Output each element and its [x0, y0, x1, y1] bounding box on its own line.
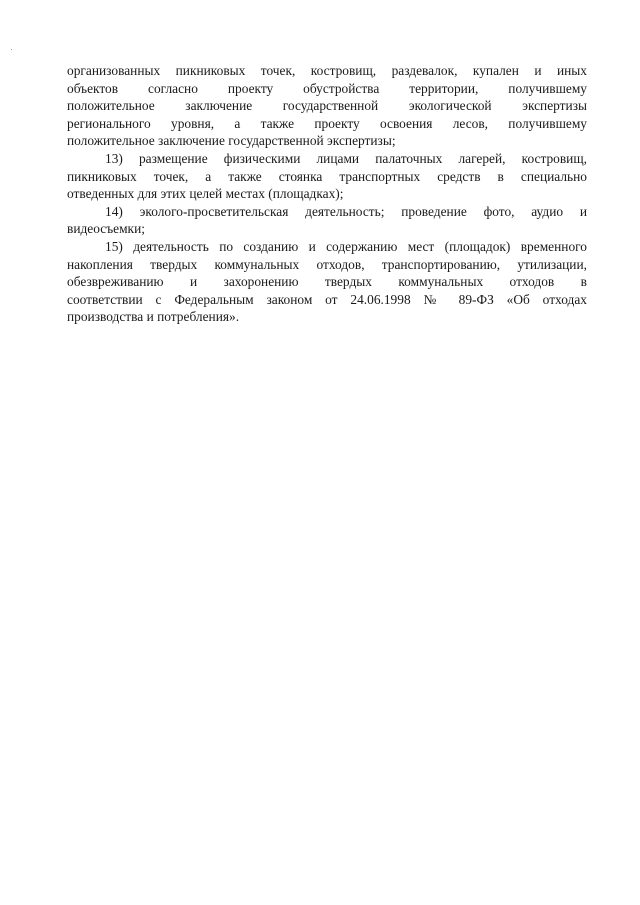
text-line: обезвреживанию и захоронению твердых коммунальных отходов в	[67, 274, 587, 290]
text-line: положительное заключение государственной экологической экспертизы	[67, 98, 587, 114]
text-line: объектов согласно проекту обустройства территории, получившему	[67, 80, 587, 96]
document-body	[67, 62, 587, 326]
text-line: накопления твердых коммунальных отходов, транспортированию, утилизации,	[67, 256, 587, 272]
paragraph-continuation	[67, 62, 587, 150]
text-line: видеосъемки;	[67, 221, 145, 237]
text-line: положительное заключение государственной экспертизы;	[67, 133, 396, 149]
text-line: 15) деятельность по созданию и содержанию мест (площадок) временного	[105, 238, 587, 254]
text-line: соответствии с Федеральным законом от 24.06.1998 № 89-ФЗ «Об отходах	[67, 291, 587, 307]
text-line: 14) эколого-просветительская деятельность; проведение фото, аудио и	[105, 203, 587, 219]
text-line: производства и потребления».	[67, 309, 240, 325]
paragraph-item-14	[67, 203, 587, 238]
text-line: организованных пикниковых точек, костровищ, раздевалок, купален и иных	[67, 63, 587, 78]
text-line: регионального уровня, а также проекту освоения лесов, получившему	[67, 115, 587, 131]
scan-speck	[11, 49, 12, 50]
paragraph-item-15	[67, 238, 587, 326]
text-line: отведенных для этих целей местах (площадках);	[67, 186, 344, 202]
paragraph-item-13	[67, 150, 587, 203]
text-line: 13) размещение физическими лицами палаточных лагерей, костровищ,	[105, 150, 587, 166]
text-line: пикниковых точек, а также стоянка транспортных средств в специально	[67, 168, 587, 184]
